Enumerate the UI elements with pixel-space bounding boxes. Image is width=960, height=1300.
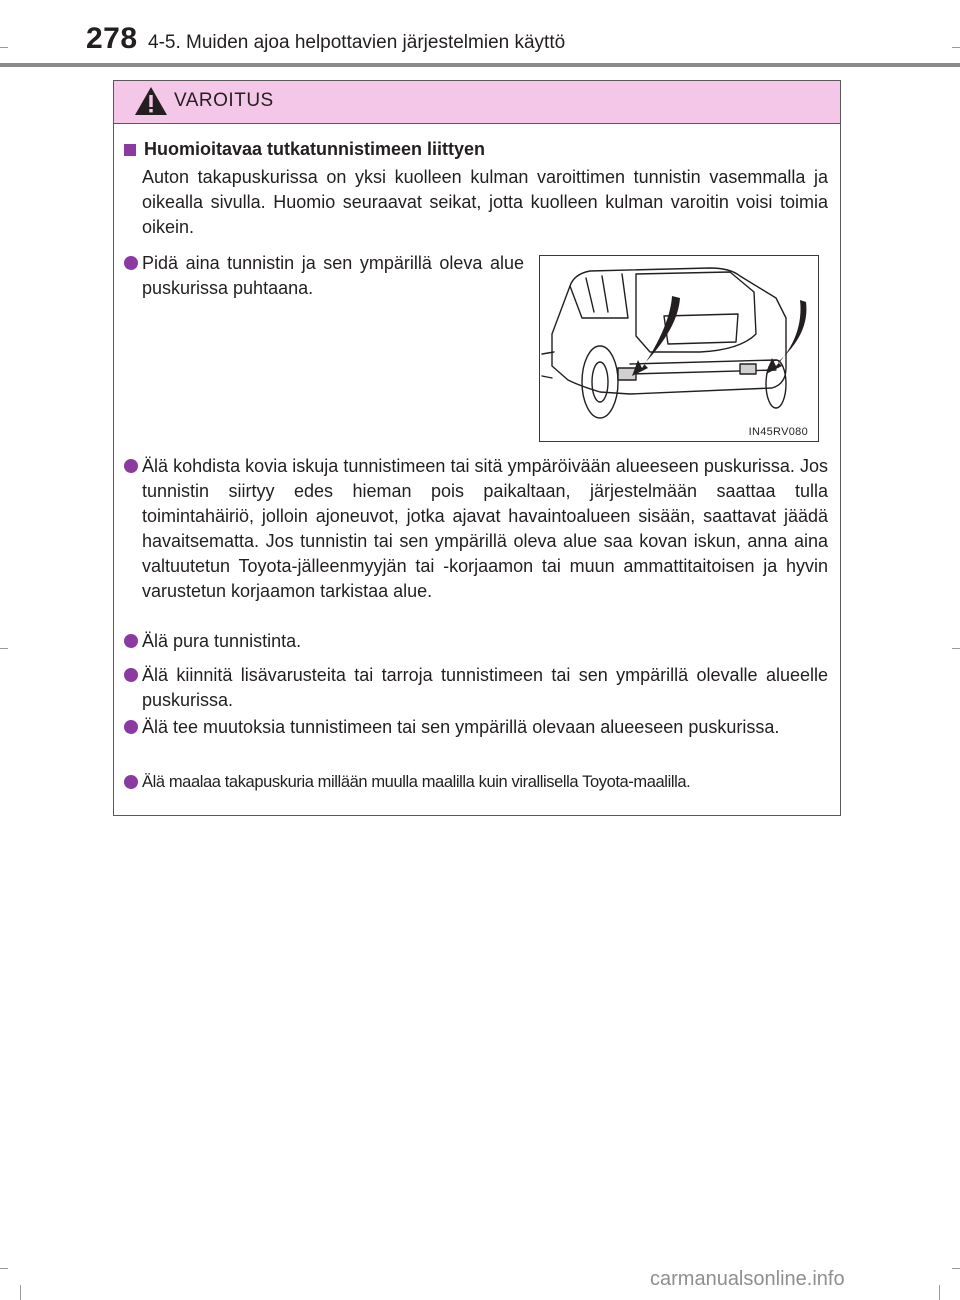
footer-watermark: carmanualsonline.info xyxy=(650,1268,845,1290)
bullet-text: Älä kiinnitä lisävarusteita tai tarroja tunnistimeen tai sen ympärillä olevalle alueelle puskurissa. xyxy=(142,665,828,710)
crop-mark xyxy=(952,47,960,48)
bullet-item xyxy=(114,715,828,740)
warning-triangle-icon xyxy=(134,86,168,116)
bullet-text: Älä tee muutoksia tunnistimeen tai sen ympärillä olevaan alueeseen puskurissa. xyxy=(142,717,780,737)
bullet-text: Älä maalaa takapuskuria millään muulla maalilla kuin virallisella Toyota-maalilla. xyxy=(142,773,691,791)
subheading-text: Huomioitavaa tutkatunnistimeen liittyen xyxy=(144,139,486,159)
subheading xyxy=(124,139,485,160)
bullet-dot-icon xyxy=(124,634,138,648)
crop-mark xyxy=(20,1285,21,1300)
bullet-text: Älä kohdista kovia iskuja tunnistimeen tai sitä ympäröivään alueeseen puskurissa. Jos tunnistin siirtyy edes hieman pois paikaltaan, järjestelmään saattaa tulla toimintahäiriö, jolloin ajoneuvot, jotka ajavat havaintoalueen sisään, saattavat jäädä havaitsematta. Jos tunnistin tai sen ympärillä oleva alue saa kovan iskun, anna aina valtuutetun Toyota-jälleenmyyjän tai -korjaamon tai muun ammattitaitoisen ja hyvin varustetun korjaamon tarkistaa alue. xyxy=(142,456,828,601)
crop-mark xyxy=(0,648,8,649)
warning-header xyxy=(114,81,840,124)
bullet-item xyxy=(114,251,524,301)
bullet-dot-icon xyxy=(124,775,138,789)
warning-label: VAROITUS xyxy=(174,90,274,111)
bullet-item xyxy=(114,454,828,604)
bullet-text: Pidä aina tunnistin ja sen ympärillä oleva alue puskurissa puhtaana. xyxy=(142,253,524,298)
car-rear-figure xyxy=(540,256,817,440)
section-title: 4-5. Muiden ajoa helpottavien järjestelmien käyttö xyxy=(148,32,566,53)
bullet-item xyxy=(114,770,834,795)
page-number: 278 xyxy=(86,22,138,55)
bullet-dot-icon xyxy=(124,256,138,270)
figure-code: IN45RV080 xyxy=(748,426,808,438)
square-bullet-icon xyxy=(124,144,136,156)
bullet-item xyxy=(114,663,828,713)
bullet-item xyxy=(114,629,828,654)
crop-mark xyxy=(952,648,960,649)
bullet-dot-icon xyxy=(124,668,138,682)
intro-paragraph: Auton takapuskurissa on yksi kuolleen kulman varoittimen tunnistin vasemmalla ja oikealla sivulla. Huomio seuraavat seikat, jotta kuolleen kulman varoitin voisi toimia oikein. xyxy=(142,167,828,237)
crop-mark xyxy=(0,47,8,48)
crop-mark xyxy=(952,1268,960,1269)
rear-bumper-illustration xyxy=(539,255,819,442)
crop-mark xyxy=(939,1285,940,1300)
bullet-dot-icon xyxy=(124,720,138,734)
bullet-dot-icon xyxy=(124,459,138,473)
bullet-text: Älä pura tunnistinta. xyxy=(142,631,302,651)
warning-box xyxy=(113,80,841,816)
header-rule xyxy=(0,63,960,67)
crop-mark xyxy=(0,1268,8,1269)
